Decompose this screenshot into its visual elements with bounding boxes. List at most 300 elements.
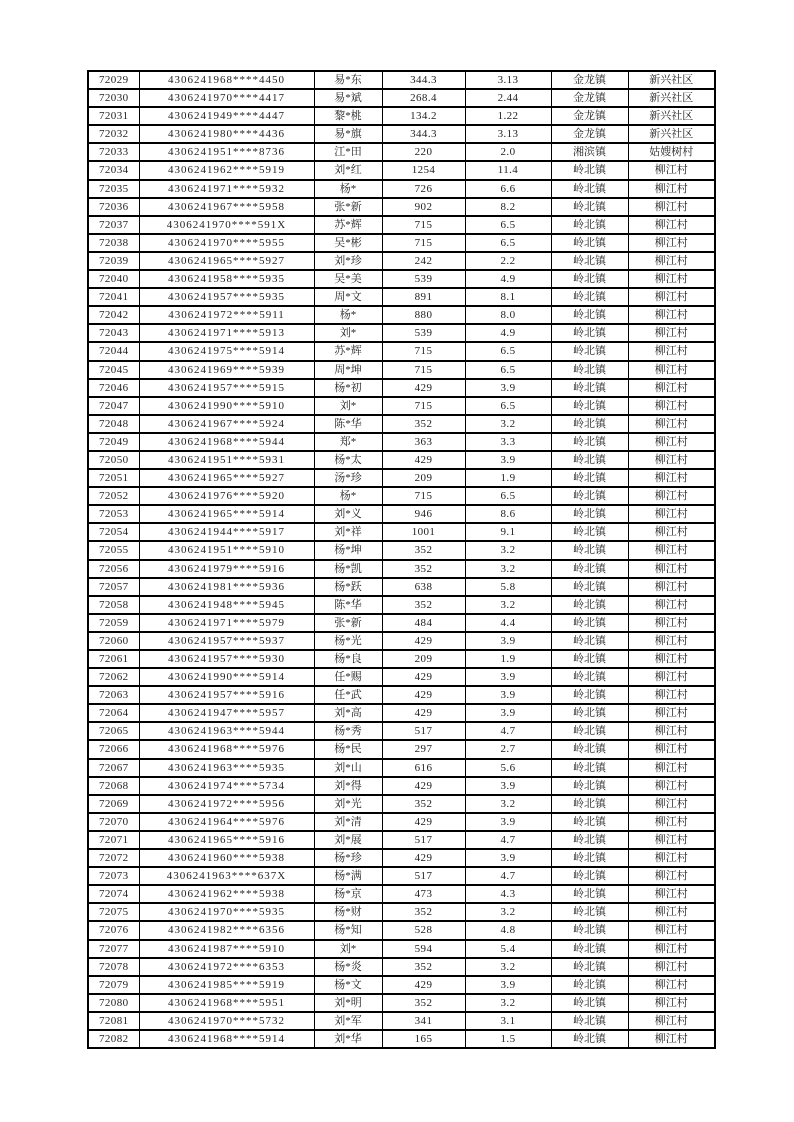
name-cell: 江*田 [314, 143, 382, 161]
town-cell: 岭北镇 [551, 216, 628, 234]
amount-cell: 946 [382, 505, 465, 523]
table-row [88, 342, 715, 360]
rate-cell: 6.5 [465, 487, 551, 505]
amount-cell: 1001 [382, 523, 465, 541]
name-cell: 张*新 [314, 198, 382, 216]
amount-cell: 429 [382, 379, 465, 397]
town-cell: 岭北镇 [551, 632, 628, 650]
village-cell: 柳江村 [628, 704, 715, 722]
id-number-cell: 4306241958****5935 [139, 270, 314, 288]
id-number-cell: 4306241967****5958 [139, 198, 314, 216]
id-number-cell: 4306241957****5915 [139, 379, 314, 397]
amount-cell: 429 [382, 849, 465, 867]
serial-cell: 72069 [88, 795, 139, 813]
name-cell: 刘*展 [314, 831, 382, 849]
town-cell: 岭北镇 [551, 234, 628, 252]
id-number-cell: 4306241960****5938 [139, 849, 314, 867]
table-row [88, 107, 715, 125]
village-cell: 柳江村 [628, 161, 715, 179]
town-cell: 岭北镇 [551, 324, 628, 342]
id-number-cell: 4306241948****5945 [139, 596, 314, 614]
village-cell: 柳江村 [628, 722, 715, 740]
rate-cell: 4.9 [465, 324, 551, 342]
id-number-cell: 4306241964****5976 [139, 813, 314, 831]
town-cell: 岭北镇 [551, 415, 628, 433]
amount-cell: 352 [382, 994, 465, 1012]
table-row [88, 867, 715, 885]
table-row [88, 306, 715, 324]
name-cell: 易*斌 [314, 89, 382, 107]
name-cell: 苏*辉 [314, 342, 382, 360]
id-number-cell: 4306241965****5927 [139, 252, 314, 270]
table-row [88, 903, 715, 921]
serial-cell: 72053 [88, 505, 139, 523]
name-cell: 杨*知 [314, 921, 382, 939]
town-cell: 岭北镇 [551, 306, 628, 324]
amount-cell: 715 [382, 487, 465, 505]
amount-cell: 473 [382, 885, 465, 903]
id-number-cell: 4306241951****5931 [139, 451, 314, 469]
table-row [88, 270, 715, 288]
town-cell: 岭北镇 [551, 397, 628, 415]
name-cell: 刘*义 [314, 505, 382, 523]
rate-cell: 1.9 [465, 469, 551, 487]
serial-cell: 72050 [88, 451, 139, 469]
id-number-cell: 4306241968****5951 [139, 994, 314, 1012]
rate-cell: 6.5 [465, 234, 551, 252]
amount-cell: 638 [382, 578, 465, 596]
name-cell: 陈*华 [314, 415, 382, 433]
amount-cell: 484 [382, 614, 465, 632]
village-cell: 柳江村 [628, 921, 715, 939]
serial-cell: 72035 [88, 180, 139, 198]
serial-cell: 72042 [88, 306, 139, 324]
rate-cell: 4.7 [465, 831, 551, 849]
id-number-cell: 4306241968****5976 [139, 740, 314, 758]
rate-cell: 3.9 [465, 976, 551, 994]
serial-cell: 72039 [88, 252, 139, 270]
town-cell: 岭北镇 [551, 541, 628, 559]
id-number-cell: 4306241965****5914 [139, 505, 314, 523]
amount-cell: 352 [382, 541, 465, 559]
village-cell: 柳江村 [628, 288, 715, 306]
village-cell: 柳江村 [628, 270, 715, 288]
village-cell: 柳江村 [628, 813, 715, 831]
amount-cell: 209 [382, 469, 465, 487]
village-cell: 柳江村 [628, 632, 715, 650]
serial-cell: 72064 [88, 704, 139, 722]
id-number-cell: 4306241969****5939 [139, 361, 314, 379]
village-cell: 柳江村 [628, 1012, 715, 1030]
table-row [88, 831, 715, 849]
table-row [88, 143, 715, 161]
name-cell: 刘* [314, 940, 382, 958]
name-cell: 杨*炎 [314, 958, 382, 976]
name-cell: 杨*坤 [314, 541, 382, 559]
serial-cell: 72051 [88, 469, 139, 487]
table-row [88, 397, 715, 415]
name-cell: 易*东 [314, 71, 382, 89]
id-number-cell: 4306241944****5917 [139, 523, 314, 541]
table-row [88, 560, 715, 578]
town-cell: 岭北镇 [551, 180, 628, 198]
serial-cell: 72029 [88, 71, 139, 89]
village-cell: 柳江村 [628, 379, 715, 397]
village-cell: 柳江村 [628, 994, 715, 1012]
town-cell: 岭北镇 [551, 361, 628, 379]
serial-cell: 72068 [88, 777, 139, 795]
rate-cell: 3.2 [465, 958, 551, 976]
id-number-cell: 4306241976****5920 [139, 487, 314, 505]
rate-cell: 3.2 [465, 541, 551, 559]
rate-cell: 8.0 [465, 306, 551, 324]
rate-cell: 4.4 [465, 614, 551, 632]
name-cell: 任*武 [314, 686, 382, 704]
table-row [88, 686, 715, 704]
rate-cell: 4.9 [465, 270, 551, 288]
rate-cell: 3.2 [465, 560, 551, 578]
table-row [88, 795, 715, 813]
serial-cell: 72038 [88, 234, 139, 252]
id-number-cell: 4306241974****5734 [139, 777, 314, 795]
table-row [88, 433, 715, 451]
serial-cell: 72059 [88, 614, 139, 632]
amount-cell: 341 [382, 1012, 465, 1030]
amount-cell: 902 [382, 198, 465, 216]
rate-cell: 3.9 [465, 704, 551, 722]
village-cell: 柳江村 [628, 650, 715, 668]
amount-cell: 528 [382, 921, 465, 939]
town-cell: 岭北镇 [551, 505, 628, 523]
table-row [88, 252, 715, 270]
serial-cell: 72034 [88, 161, 139, 179]
name-cell: 刘*得 [314, 777, 382, 795]
village-cell: 柳江村 [628, 361, 715, 379]
town-cell: 岭北镇 [551, 578, 628, 596]
rate-cell: 8.1 [465, 288, 551, 306]
id-number-cell: 4306241970****4417 [139, 89, 314, 107]
name-cell: 吴*彬 [314, 234, 382, 252]
name-cell: 杨* [314, 487, 382, 505]
table-row [88, 234, 715, 252]
village-cell: 柳江村 [628, 234, 715, 252]
amount-cell: 352 [382, 958, 465, 976]
rate-cell: 3.9 [465, 632, 551, 650]
town-cell: 金龙镇 [551, 125, 628, 143]
amount-cell: 1254 [382, 161, 465, 179]
table-row [88, 451, 715, 469]
id-number-cell: 4306241968****4450 [139, 71, 314, 89]
name-cell: 杨* [314, 180, 382, 198]
id-number-cell: 4306241965****5927 [139, 469, 314, 487]
amount-cell: 539 [382, 324, 465, 342]
rate-cell: 3.9 [465, 813, 551, 831]
village-cell: 柳江村 [628, 560, 715, 578]
town-cell: 岭北镇 [551, 288, 628, 306]
name-cell: 刘*红 [314, 161, 382, 179]
amount-cell: 539 [382, 270, 465, 288]
town-cell: 岭北镇 [551, 198, 628, 216]
serial-cell: 72041 [88, 288, 139, 306]
rate-cell: 2.7 [465, 740, 551, 758]
village-cell: 柳江村 [628, 885, 715, 903]
id-number-cell: 4306241971****5932 [139, 180, 314, 198]
town-cell: 岭北镇 [551, 451, 628, 469]
table-row [88, 921, 715, 939]
serial-cell: 72048 [88, 415, 139, 433]
id-number-cell: 4306241972****5956 [139, 795, 314, 813]
name-cell: 周*坤 [314, 361, 382, 379]
amount-cell: 209 [382, 650, 465, 668]
rate-cell: 3.13 [465, 71, 551, 89]
table-row [88, 541, 715, 559]
rate-cell: 5.6 [465, 759, 551, 777]
serial-cell: 72060 [88, 632, 139, 650]
table-row [88, 940, 715, 958]
rate-cell: 5.8 [465, 578, 551, 596]
name-cell: 刘*珍 [314, 252, 382, 270]
amount-cell: 344.3 [382, 125, 465, 143]
serial-cell: 72080 [88, 994, 139, 1012]
amount-cell: 429 [382, 813, 465, 831]
serial-cell: 72076 [88, 921, 139, 939]
town-cell: 岭北镇 [551, 686, 628, 704]
id-number-cell: 4306241970****591X [139, 216, 314, 234]
table-row [88, 505, 715, 523]
serial-cell: 72044 [88, 342, 139, 360]
amount-cell: 517 [382, 867, 465, 885]
table-row [88, 650, 715, 668]
table-row [88, 759, 715, 777]
name-cell: 杨*光 [314, 632, 382, 650]
id-number-cell: 4306241990****5910 [139, 397, 314, 415]
serial-cell: 72071 [88, 831, 139, 849]
rate-cell: 2.44 [465, 89, 551, 107]
rate-cell: 3.2 [465, 903, 551, 921]
town-cell: 岭北镇 [551, 252, 628, 270]
id-number-cell: 4306241957****5935 [139, 288, 314, 306]
table-row [88, 885, 715, 903]
table-row [88, 487, 715, 505]
town-cell: 岭北镇 [551, 795, 628, 813]
amount-cell: 429 [382, 777, 465, 795]
town-cell: 金龙镇 [551, 89, 628, 107]
name-cell: 任*赐 [314, 668, 382, 686]
serial-cell: 72036 [88, 198, 139, 216]
id-number-cell: 4306241982****6356 [139, 921, 314, 939]
town-cell: 岭北镇 [551, 831, 628, 849]
id-number-cell: 4306241962****5938 [139, 885, 314, 903]
id-number-cell: 4306241972****5911 [139, 306, 314, 324]
town-cell: 岭北镇 [551, 614, 628, 632]
table-row [88, 740, 715, 758]
name-cell: 杨*珍 [314, 849, 382, 867]
village-cell: 柳江村 [628, 324, 715, 342]
rate-cell: 4.7 [465, 867, 551, 885]
town-cell: 岭北镇 [551, 849, 628, 867]
name-cell: 郑* [314, 433, 382, 451]
town-cell: 岭北镇 [551, 958, 628, 976]
rate-cell: 3.9 [465, 668, 551, 686]
village-cell: 柳江村 [628, 777, 715, 795]
name-cell: 杨*良 [314, 650, 382, 668]
rate-cell: 4.3 [465, 885, 551, 903]
amount-cell: 616 [382, 759, 465, 777]
village-cell: 柳江村 [628, 578, 715, 596]
town-cell: 金龙镇 [551, 107, 628, 125]
name-cell: 周*文 [314, 288, 382, 306]
table-row [88, 198, 715, 216]
id-number-cell: 4306241963****637X [139, 867, 314, 885]
rate-cell: 1.5 [465, 1030, 551, 1048]
id-number-cell: 4306241972****6353 [139, 958, 314, 976]
serial-cell: 72073 [88, 867, 139, 885]
rate-cell: 6.5 [465, 342, 551, 360]
town-cell: 岭北镇 [551, 668, 628, 686]
village-cell: 柳江村 [628, 505, 715, 523]
town-cell: 岭北镇 [551, 976, 628, 994]
town-cell: 岭北镇 [551, 777, 628, 795]
table-row [88, 125, 715, 143]
serial-cell: 72040 [88, 270, 139, 288]
amount-cell: 352 [382, 415, 465, 433]
amount-cell: 352 [382, 596, 465, 614]
amount-cell: 715 [382, 216, 465, 234]
serial-cell: 72032 [88, 125, 139, 143]
rate-cell: 3.9 [465, 379, 551, 397]
table-row [88, 361, 715, 379]
serial-cell: 72054 [88, 523, 139, 541]
table-row [88, 813, 715, 831]
village-cell: 柳江村 [628, 487, 715, 505]
amount-cell: 517 [382, 831, 465, 849]
rate-cell: 3.2 [465, 596, 551, 614]
table-row [88, 578, 715, 596]
town-cell: 岭北镇 [551, 867, 628, 885]
id-number-cell: 4306241951****8736 [139, 143, 314, 161]
serial-cell: 72079 [88, 976, 139, 994]
rate-cell: 3.13 [465, 125, 551, 143]
village-cell: 柳江村 [628, 306, 715, 324]
amount-cell: 344.3 [382, 71, 465, 89]
village-cell: 柳江村 [628, 397, 715, 415]
town-cell: 岭北镇 [551, 1012, 628, 1030]
table-row [88, 161, 715, 179]
town-cell: 岭北镇 [551, 722, 628, 740]
village-cell: 柳江村 [628, 958, 715, 976]
amount-cell: 134.2 [382, 107, 465, 125]
name-cell: 苏*辉 [314, 216, 382, 234]
table-row [88, 976, 715, 994]
rate-cell: 3.9 [465, 777, 551, 795]
name-cell: 杨*太 [314, 451, 382, 469]
amount-cell: 429 [382, 686, 465, 704]
rate-cell: 3.2 [465, 994, 551, 1012]
rate-cell: 4.7 [465, 722, 551, 740]
rate-cell: 3.9 [465, 686, 551, 704]
name-cell: 刘*华 [314, 1030, 382, 1048]
amount-cell: 880 [382, 306, 465, 324]
village-cell: 柳江村 [628, 940, 715, 958]
id-number-cell: 4306241987****5910 [139, 940, 314, 958]
name-cell: 黎*桃 [314, 107, 382, 125]
table-row [88, 596, 715, 614]
village-cell: 柳江村 [628, 831, 715, 849]
village-cell: 新兴社区 [628, 125, 715, 143]
amount-cell: 429 [382, 451, 465, 469]
amount-cell: 594 [382, 940, 465, 958]
id-number-cell: 4306241970****5732 [139, 1012, 314, 1030]
amount-cell: 726 [382, 180, 465, 198]
amount-cell: 363 [382, 433, 465, 451]
rate-cell: 3.9 [465, 849, 551, 867]
serial-cell: 72074 [88, 885, 139, 903]
table-row [88, 523, 715, 541]
name-cell: 张*新 [314, 614, 382, 632]
table-row [88, 777, 715, 795]
village-cell: 柳江村 [628, 216, 715, 234]
id-number-cell: 4306241985****5919 [139, 976, 314, 994]
town-cell: 金龙镇 [551, 71, 628, 89]
rate-cell: 6.5 [465, 361, 551, 379]
name-cell: 汤*珍 [314, 469, 382, 487]
id-number-cell: 4306241967****5924 [139, 415, 314, 433]
amount-cell: 715 [382, 361, 465, 379]
table-row [88, 469, 715, 487]
rate-cell: 3.3 [465, 433, 551, 451]
serial-cell: 72037 [88, 216, 139, 234]
table-row [88, 722, 715, 740]
village-cell: 柳江村 [628, 686, 715, 704]
rate-cell: 3.1 [465, 1012, 551, 1030]
village-cell: 新兴社区 [628, 89, 715, 107]
id-number-cell: 4306241970****5955 [139, 234, 314, 252]
serial-cell: 72049 [88, 433, 139, 451]
amount-cell: 220 [382, 143, 465, 161]
town-cell: 岭北镇 [551, 650, 628, 668]
rate-cell: 11.4 [465, 161, 551, 179]
village-cell: 柳江村 [628, 614, 715, 632]
records-table-body [88, 71, 715, 1048]
name-cell: 刘*军 [314, 1012, 382, 1030]
name-cell: 刘*明 [314, 994, 382, 1012]
town-cell: 岭北镇 [551, 704, 628, 722]
serial-cell: 72063 [88, 686, 139, 704]
table-row [88, 89, 715, 107]
rate-cell: 9.1 [465, 523, 551, 541]
serial-cell: 72047 [88, 397, 139, 415]
name-cell: 刘* [314, 397, 382, 415]
town-cell: 岭北镇 [551, 885, 628, 903]
amount-cell: 429 [382, 976, 465, 994]
village-cell: 柳江村 [628, 523, 715, 541]
village-cell: 柳江村 [628, 795, 715, 813]
village-cell: 姑嫂树村 [628, 143, 715, 161]
serial-cell: 72078 [88, 958, 139, 976]
town-cell: 岭北镇 [551, 759, 628, 777]
amount-cell: 715 [382, 397, 465, 415]
serial-cell: 72062 [88, 668, 139, 686]
village-cell: 柳江村 [628, 759, 715, 777]
amount-cell: 517 [382, 722, 465, 740]
name-cell: 刘*祥 [314, 523, 382, 541]
village-cell: 柳江村 [628, 849, 715, 867]
table-row [88, 71, 715, 89]
village-cell: 柳江村 [628, 903, 715, 921]
village-cell: 柳江村 [628, 541, 715, 559]
town-cell: 岭北镇 [551, 596, 628, 614]
name-cell: 吴*美 [314, 270, 382, 288]
